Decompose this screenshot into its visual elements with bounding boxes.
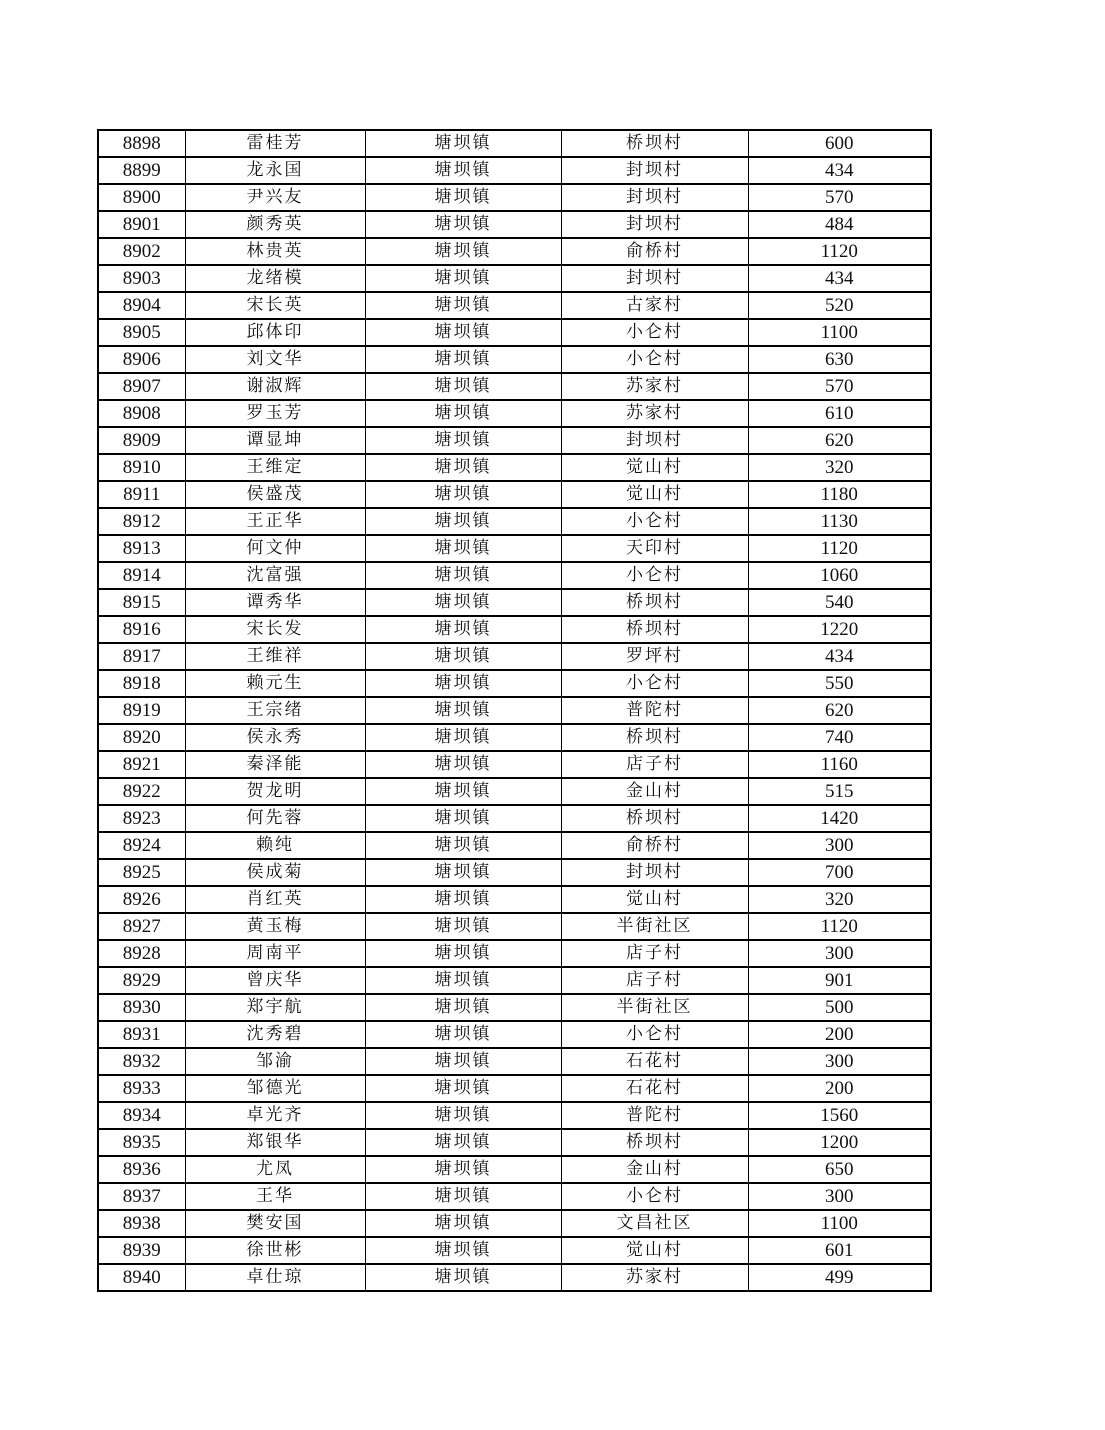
town-cell: 塘坝镇 xyxy=(365,643,561,670)
village-cell: 普陀村 xyxy=(561,1102,748,1129)
table-row xyxy=(98,508,931,535)
table-row xyxy=(98,157,931,184)
records-table xyxy=(97,129,932,1292)
table-row xyxy=(98,697,931,724)
table-row xyxy=(98,211,931,238)
village-cell: 店子村 xyxy=(561,967,748,994)
row-number-cell: 8918 xyxy=(98,670,185,697)
row-number-cell: 8921 xyxy=(98,751,185,778)
amount-cell: 320 xyxy=(748,886,931,913)
town-cell: 塘坝镇 xyxy=(365,265,561,292)
village-cell: 小仑村 xyxy=(561,508,748,535)
amount-cell: 515 xyxy=(748,778,931,805)
village-cell: 小仑村 xyxy=(561,346,748,373)
amount-cell: 600 xyxy=(748,130,931,157)
town-cell: 塘坝镇 xyxy=(365,1102,561,1129)
person-name-cell: 赖纯 xyxy=(185,832,365,859)
person-name-cell: 侯永秀 xyxy=(185,724,365,751)
amount-cell: 1180 xyxy=(748,481,931,508)
row-number-cell: 8922 xyxy=(98,778,185,805)
person-name-cell: 樊安国 xyxy=(185,1210,365,1237)
person-name-cell: 周南平 xyxy=(185,940,365,967)
village-cell: 金山村 xyxy=(561,1156,748,1183)
town-cell: 塘坝镇 xyxy=(365,994,561,1021)
amount-cell: 1200 xyxy=(748,1129,931,1156)
town-cell: 塘坝镇 xyxy=(365,670,561,697)
person-name-cell: 卓仕琼 xyxy=(185,1264,365,1291)
village-cell: 半街社区 xyxy=(561,913,748,940)
town-cell: 塘坝镇 xyxy=(365,886,561,913)
town-cell: 塘坝镇 xyxy=(365,832,561,859)
amount-cell: 200 xyxy=(748,1075,931,1102)
row-number-cell: 8929 xyxy=(98,967,185,994)
town-cell: 塘坝镇 xyxy=(365,373,561,400)
person-name-cell: 郑银华 xyxy=(185,1129,365,1156)
person-name-cell: 宋长发 xyxy=(185,616,365,643)
village-cell: 桥坝村 xyxy=(561,724,748,751)
person-name-cell: 王维祥 xyxy=(185,643,365,670)
person-name-cell: 邱体印 xyxy=(185,319,365,346)
row-number-cell: 8914 xyxy=(98,562,185,589)
table-row xyxy=(98,940,931,967)
town-cell: 塘坝镇 xyxy=(365,454,561,481)
table-row xyxy=(98,751,931,778)
amount-cell: 700 xyxy=(748,859,931,886)
village-cell: 俞桥村 xyxy=(561,238,748,265)
town-cell: 塘坝镇 xyxy=(365,1264,561,1291)
row-number-cell: 8920 xyxy=(98,724,185,751)
person-name-cell: 何文仲 xyxy=(185,535,365,562)
row-number-cell: 8925 xyxy=(98,859,185,886)
table-row xyxy=(98,643,931,670)
village-cell: 店子村 xyxy=(561,751,748,778)
town-cell: 塘坝镇 xyxy=(365,184,561,211)
table-row xyxy=(98,805,931,832)
table-row xyxy=(98,1237,931,1264)
village-cell: 桥坝村 xyxy=(561,130,748,157)
row-number-cell: 8934 xyxy=(98,1102,185,1129)
table-row xyxy=(98,832,931,859)
town-cell: 塘坝镇 xyxy=(365,859,561,886)
row-number-cell: 8910 xyxy=(98,454,185,481)
person-name-cell: 贺龙明 xyxy=(185,778,365,805)
person-name-cell: 侯盛茂 xyxy=(185,481,365,508)
amount-cell: 610 xyxy=(748,400,931,427)
village-cell: 古家村 xyxy=(561,292,748,319)
table-row xyxy=(98,238,931,265)
village-cell: 封坝村 xyxy=(561,265,748,292)
row-number-cell: 8917 xyxy=(98,643,185,670)
table-row xyxy=(98,454,931,481)
town-cell: 塘坝镇 xyxy=(365,751,561,778)
village-cell: 封坝村 xyxy=(561,184,748,211)
person-name-cell: 肖红英 xyxy=(185,886,365,913)
amount-cell: 500 xyxy=(748,994,931,1021)
town-cell: 塘坝镇 xyxy=(365,346,561,373)
person-name-cell: 颜秀英 xyxy=(185,211,365,238)
table-row xyxy=(98,292,931,319)
person-name-cell: 谢淑辉 xyxy=(185,373,365,400)
row-number-cell: 8936 xyxy=(98,1156,185,1183)
table-row xyxy=(98,1075,931,1102)
village-cell: 苏家村 xyxy=(561,373,748,400)
row-number-cell: 8898 xyxy=(98,130,185,157)
town-cell: 塘坝镇 xyxy=(365,805,561,832)
village-cell: 桥坝村 xyxy=(561,589,748,616)
person-name-cell: 王华 xyxy=(185,1183,365,1210)
person-name-cell: 尤凤 xyxy=(185,1156,365,1183)
row-number-cell: 8899 xyxy=(98,157,185,184)
village-cell: 苏家村 xyxy=(561,1264,748,1291)
person-name-cell: 王宗绪 xyxy=(185,697,365,724)
town-cell: 塘坝镇 xyxy=(365,319,561,346)
row-number-cell: 8911 xyxy=(98,481,185,508)
row-number-cell: 8930 xyxy=(98,994,185,1021)
amount-cell: 1420 xyxy=(748,805,931,832)
row-number-cell: 8902 xyxy=(98,238,185,265)
person-name-cell: 龙永国 xyxy=(185,157,365,184)
amount-cell: 300 xyxy=(748,1183,931,1210)
person-name-cell: 王维定 xyxy=(185,454,365,481)
row-number-cell: 8908 xyxy=(98,400,185,427)
village-cell: 小仑村 xyxy=(561,1183,748,1210)
table-body xyxy=(98,130,931,1291)
amount-cell: 1120 xyxy=(748,238,931,265)
table-row xyxy=(98,1210,931,1237)
amount-cell: 300 xyxy=(748,832,931,859)
town-cell: 塘坝镇 xyxy=(365,940,561,967)
table-row xyxy=(98,481,931,508)
town-cell: 塘坝镇 xyxy=(365,535,561,562)
amount-cell: 1100 xyxy=(748,1210,931,1237)
row-number-cell: 8932 xyxy=(98,1048,185,1075)
person-name-cell: 邹德光 xyxy=(185,1075,365,1102)
row-number-cell: 8939 xyxy=(98,1237,185,1264)
table-row xyxy=(98,1264,931,1291)
village-cell: 文昌社区 xyxy=(561,1210,748,1237)
person-name-cell: 郑宇航 xyxy=(185,994,365,1021)
table-row xyxy=(98,913,931,940)
amount-cell: 601 xyxy=(748,1237,931,1264)
amount-cell: 520 xyxy=(748,292,931,319)
village-cell: 封坝村 xyxy=(561,157,748,184)
person-name-cell: 何先蓉 xyxy=(185,805,365,832)
amount-cell: 620 xyxy=(748,427,931,454)
table-row xyxy=(98,994,931,1021)
town-cell: 塘坝镇 xyxy=(365,508,561,535)
amount-cell: 300 xyxy=(748,940,931,967)
table-row xyxy=(98,1048,931,1075)
row-number-cell: 8906 xyxy=(98,346,185,373)
person-name-cell: 王正华 xyxy=(185,508,365,535)
person-name-cell: 侯成菊 xyxy=(185,859,365,886)
amount-cell: 1120 xyxy=(748,913,931,940)
row-number-cell: 8940 xyxy=(98,1264,185,1291)
amount-cell: 434 xyxy=(748,265,931,292)
town-cell: 塘坝镇 xyxy=(365,1048,561,1075)
amount-cell: 1220 xyxy=(748,616,931,643)
village-cell: 桥坝村 xyxy=(561,805,748,832)
table-row xyxy=(98,1183,931,1210)
village-cell: 觉山村 xyxy=(561,886,748,913)
village-cell: 封坝村 xyxy=(561,859,748,886)
table-row xyxy=(98,859,931,886)
table-row xyxy=(98,1129,931,1156)
village-cell: 小仑村 xyxy=(561,670,748,697)
row-number-cell: 8907 xyxy=(98,373,185,400)
village-cell: 小仑村 xyxy=(561,1021,748,1048)
table-row xyxy=(98,589,931,616)
village-cell: 封坝村 xyxy=(561,211,748,238)
town-cell: 塘坝镇 xyxy=(365,427,561,454)
person-name-cell: 罗玉芳 xyxy=(185,400,365,427)
row-number-cell: 8928 xyxy=(98,940,185,967)
town-cell: 塘坝镇 xyxy=(365,778,561,805)
person-name-cell: 雷桂芳 xyxy=(185,130,365,157)
table-row xyxy=(98,724,931,751)
amount-cell: 650 xyxy=(748,1156,931,1183)
row-number-cell: 8935 xyxy=(98,1129,185,1156)
town-cell: 塘坝镇 xyxy=(365,211,561,238)
town-cell: 塘坝镇 xyxy=(365,1075,561,1102)
amount-cell: 200 xyxy=(748,1021,931,1048)
amount-cell: 570 xyxy=(748,184,931,211)
amount-cell: 1560 xyxy=(748,1102,931,1129)
amount-cell: 499 xyxy=(748,1264,931,1291)
row-number-cell: 8912 xyxy=(98,508,185,535)
village-cell: 觉山村 xyxy=(561,454,748,481)
amount-cell: 540 xyxy=(748,589,931,616)
village-cell: 觉山村 xyxy=(561,481,748,508)
village-cell: 普陀村 xyxy=(561,697,748,724)
amount-cell: 630 xyxy=(748,346,931,373)
table-row xyxy=(98,346,931,373)
town-cell: 塘坝镇 xyxy=(365,157,561,184)
table-row xyxy=(98,1102,931,1129)
person-name-cell: 秦泽能 xyxy=(185,751,365,778)
amount-cell: 434 xyxy=(748,157,931,184)
village-cell: 桥坝村 xyxy=(561,616,748,643)
village-cell: 封坝村 xyxy=(561,427,748,454)
row-number-cell: 8938 xyxy=(98,1210,185,1237)
row-number-cell: 8927 xyxy=(98,913,185,940)
town-cell: 塘坝镇 xyxy=(365,130,561,157)
amount-cell: 1120 xyxy=(748,535,931,562)
table-row xyxy=(98,265,931,292)
person-name-cell: 黄玉梅 xyxy=(185,913,365,940)
town-cell: 塘坝镇 xyxy=(365,292,561,319)
village-cell: 苏家村 xyxy=(561,400,748,427)
person-name-cell: 徐世彬 xyxy=(185,1237,365,1264)
row-number-cell: 8903 xyxy=(98,265,185,292)
amount-cell: 320 xyxy=(748,454,931,481)
town-cell: 塘坝镇 xyxy=(365,913,561,940)
town-cell: 塘坝镇 xyxy=(365,562,561,589)
town-cell: 塘坝镇 xyxy=(365,589,561,616)
town-cell: 塘坝镇 xyxy=(365,1210,561,1237)
row-number-cell: 8933 xyxy=(98,1075,185,1102)
town-cell: 塘坝镇 xyxy=(365,1156,561,1183)
row-number-cell: 8926 xyxy=(98,886,185,913)
table-row xyxy=(98,184,931,211)
amount-cell: 740 xyxy=(748,724,931,751)
village-cell: 俞桥村 xyxy=(561,832,748,859)
village-cell: 小仑村 xyxy=(561,319,748,346)
table-row xyxy=(98,670,931,697)
row-number-cell: 8915 xyxy=(98,589,185,616)
table-row xyxy=(98,130,931,157)
town-cell: 塘坝镇 xyxy=(365,616,561,643)
village-cell: 罗坪村 xyxy=(561,643,748,670)
person-name-cell: 邹渝 xyxy=(185,1048,365,1075)
town-cell: 塘坝镇 xyxy=(365,1021,561,1048)
amount-cell: 1130 xyxy=(748,508,931,535)
person-name-cell: 沈富强 xyxy=(185,562,365,589)
person-name-cell: 赖元生 xyxy=(185,670,365,697)
town-cell: 塘坝镇 xyxy=(365,238,561,265)
town-cell: 塘坝镇 xyxy=(365,1129,561,1156)
table-row xyxy=(98,400,931,427)
amount-cell: 300 xyxy=(748,1048,931,1075)
amount-cell: 484 xyxy=(748,211,931,238)
person-name-cell: 林贵英 xyxy=(185,238,365,265)
table-row xyxy=(98,778,931,805)
village-cell: 店子村 xyxy=(561,940,748,967)
table-row xyxy=(98,967,931,994)
person-name-cell: 龙绪模 xyxy=(185,265,365,292)
amount-cell: 1060 xyxy=(748,562,931,589)
amount-cell: 550 xyxy=(748,670,931,697)
row-number-cell: 8904 xyxy=(98,292,185,319)
row-number-cell: 8905 xyxy=(98,319,185,346)
person-name-cell: 刘文华 xyxy=(185,346,365,373)
table-row xyxy=(98,1021,931,1048)
village-cell: 金山村 xyxy=(561,778,748,805)
town-cell: 塘坝镇 xyxy=(365,1183,561,1210)
table-row xyxy=(98,535,931,562)
amount-cell: 1160 xyxy=(748,751,931,778)
table-row xyxy=(98,616,931,643)
town-cell: 塘坝镇 xyxy=(365,481,561,508)
village-cell: 石花村 xyxy=(561,1048,748,1075)
table-row xyxy=(98,562,931,589)
person-name-cell: 谭秀华 xyxy=(185,589,365,616)
table-row xyxy=(98,319,931,346)
village-cell: 觉山村 xyxy=(561,1237,748,1264)
row-number-cell: 8931 xyxy=(98,1021,185,1048)
town-cell: 塘坝镇 xyxy=(365,724,561,751)
person-name-cell: 谭显坤 xyxy=(185,427,365,454)
row-number-cell: 8937 xyxy=(98,1183,185,1210)
row-number-cell: 8919 xyxy=(98,697,185,724)
person-name-cell: 沈秀碧 xyxy=(185,1021,365,1048)
table-row xyxy=(98,427,931,454)
table-row xyxy=(98,886,931,913)
town-cell: 塘坝镇 xyxy=(365,400,561,427)
village-cell: 半街社区 xyxy=(561,994,748,1021)
village-cell: 石花村 xyxy=(561,1075,748,1102)
village-cell: 小仑村 xyxy=(561,562,748,589)
village-cell: 桥坝村 xyxy=(561,1129,748,1156)
row-number-cell: 8900 xyxy=(98,184,185,211)
town-cell: 塘坝镇 xyxy=(365,967,561,994)
row-number-cell: 8909 xyxy=(98,427,185,454)
town-cell: 塘坝镇 xyxy=(365,1237,561,1264)
row-number-cell: 8913 xyxy=(98,535,185,562)
row-number-cell: 8923 xyxy=(98,805,185,832)
amount-cell: 1100 xyxy=(748,319,931,346)
amount-cell: 901 xyxy=(748,967,931,994)
row-number-cell: 8916 xyxy=(98,616,185,643)
row-number-cell: 8924 xyxy=(98,832,185,859)
amount-cell: 434 xyxy=(748,643,931,670)
amount-cell: 570 xyxy=(748,373,931,400)
table-row xyxy=(98,373,931,400)
table-row xyxy=(98,1156,931,1183)
row-number-cell: 8901 xyxy=(98,211,185,238)
person-name-cell: 卓光齐 xyxy=(185,1102,365,1129)
person-name-cell: 曾庆华 xyxy=(185,967,365,994)
town-cell: 塘坝镇 xyxy=(365,697,561,724)
village-cell: 天印村 xyxy=(561,535,748,562)
person-name-cell: 尹兴友 xyxy=(185,184,365,211)
amount-cell: 620 xyxy=(748,697,931,724)
person-name-cell: 宋长英 xyxy=(185,292,365,319)
